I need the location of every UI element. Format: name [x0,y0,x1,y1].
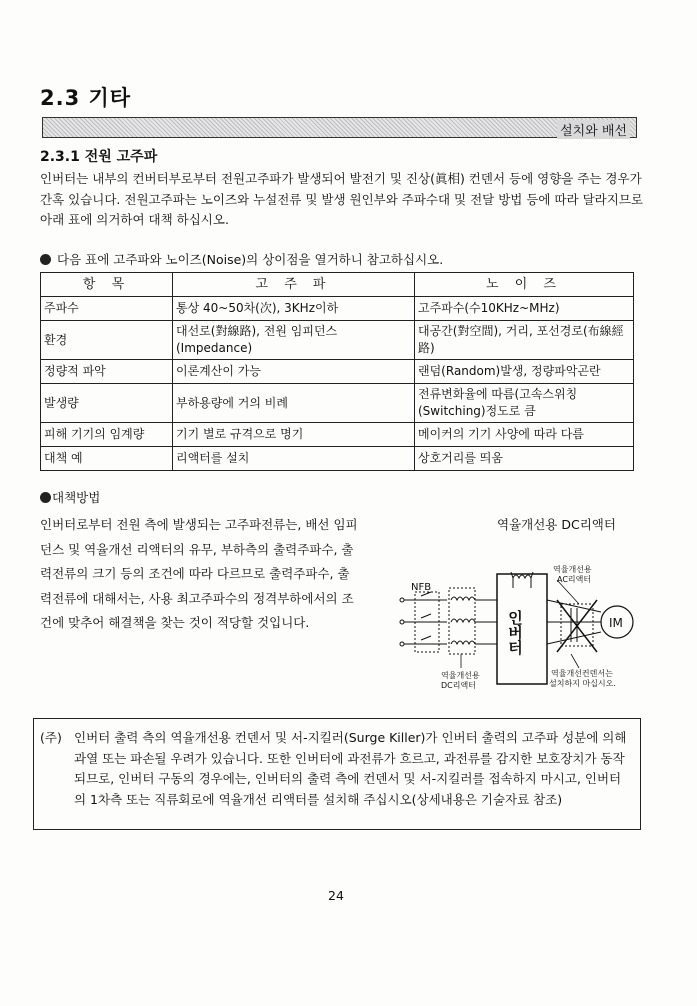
table-cell-item: 발생량 [41,384,173,423]
comparison-table [40,272,634,471]
table-header: 항 목 [41,273,173,297]
inverter-label: 인버터 [506,610,524,655]
diagram-top-label: 역율개선용 DC리액터 [497,517,616,532]
capacitor-note: 설치하지 마십시오. [549,679,616,688]
measures-paragraph: 인버터로부터 전원 측에 발생되는 고주파전류는, 배선 임피던스 및 역율개선 리액터의 유무, 부하측의 출력주파수, 출력전류의 크기 등의 조건에 따라 다르므로 출력주파수, 출력전류에 대해서는, 사용 최고주파수의 정격부하에서의 조건에 맞추어 해결책을 찾는 것이 적당할 것입니다. [40,517,358,630]
table-cell-harmonic: 대선로(對線路), 전원 임피던스 (Impedance) [173,321,415,360]
table-row [41,447,634,471]
table-cell-harmonic: 부하용량에 거의 비례 [173,384,415,423]
bullet-text: 다음 표에 고주파와 노이즈(Noise)의 상이점을 열거하니 참고하십시오. [57,252,444,267]
table-cell-item: 환경 [41,321,173,360]
table-cell-noise: 대공간(對空間), 거리, 포선경로(布線經路) [415,321,634,360]
ac-reactor [449,588,497,654]
ac-reactor-label: AC리액터 [557,575,592,584]
ac-reactor-label: 역율개선용 [553,565,592,574]
table-cell-harmonic: 이론계산이 가능 [173,360,415,384]
table-cell-noise: 고주파수(수10KHz~MHz) [415,297,634,321]
table-cell-noise: 랜덤(Random)발생, 정량파악곤란 [415,360,634,384]
nfb-label: NFB [411,582,432,593]
table-cell-noise: 전류변화율에 따름(고속스위칭 (Switching)정도로 큼 [415,384,634,423]
table-cell-noise: 상호거리를 띄움 [415,447,634,471]
table-cell-item: 주파수 [41,297,173,321]
table-cell-harmonic: 기기 별로 규격으로 명기 [173,423,415,447]
section-title: 2.3 기타 [40,86,132,110]
dc-reactor-label: DC리액터 [441,681,476,690]
table-cell-harmonic: 통상 40~50차(次), 3KHz이하 [173,297,415,321]
table-header: 노 이 즈 [415,273,634,297]
note-box [33,718,641,830]
bullet-icon [40,254,51,265]
table-header-row [41,273,634,297]
table-row [41,423,634,447]
subsection-title: 2.3.1 전원 고주파 [40,149,158,165]
table-row [41,297,634,321]
table-cell-item: 피해 기기의 임계량 [41,423,173,447]
bullet-icon [40,492,51,503]
capacitor-crossed [557,600,597,652]
measures-title [40,488,100,506]
section-banner [42,117,637,138]
dc-reactor-label: 역율개선용 [441,671,480,680]
banner-label: 설치와 배선 [557,120,630,139]
table-row [41,321,634,360]
motor-label: IM [609,616,623,630]
bullet-line [40,250,443,268]
note-label: (주) [40,730,62,745]
circuit-diagram [385,560,655,700]
table-header: 고 주 파 [173,273,415,297]
table-cell-noise: 메이커의 기기 사양에 따라 다름 [415,423,634,447]
table-cell-item: 정량적 파악 [41,360,173,384]
intro-paragraph: 인버터는 내부의 컨버터부로부터 전원고주파가 발생되어 발전기 및 진상(眞相) 컨덴서 등에 영향을 주는 경우가 간혹 있습니다. 전원고주파는 노이즈와 누설전류 및 발생 원인부와 주파수대 및 전달 방법 등에 따라 달라지므로 아래 표에 의거하여 대책 하십시오. [40,171,643,227]
capacitor-note: 역율개선컨덴서는 [551,669,613,678]
note-text: 인버터 출력 측의 역율개선용 컨덴서 및 서-지킬러(Surge Killer)가 인버터 출력의 고주파 성분에 의해 과열 또는 파손될 우려가 있습니다. 또한 인버터에 과전류가 흐르고, 과전류를 감지한 보호장치가 동작되므로, 인버터 구동의 경우에는, 인버터의 출력 측에 컨덴서 및 서-지킬러를 접속하지 마시고, 인버터의 1차측 또는 직류회로에 역율개선 리액터를 설치해 주십시오(상세내용은 기술자료 참조) [74,730,627,807]
page-number: 24 [328,888,344,903]
table-row [41,384,634,423]
measures-title-text: 대책방법 [52,490,101,505]
table-cell-item: 대책 예 [41,447,173,471]
table-row [41,360,634,384]
table-cell-harmonic: 리액터를 설치 [173,447,415,471]
